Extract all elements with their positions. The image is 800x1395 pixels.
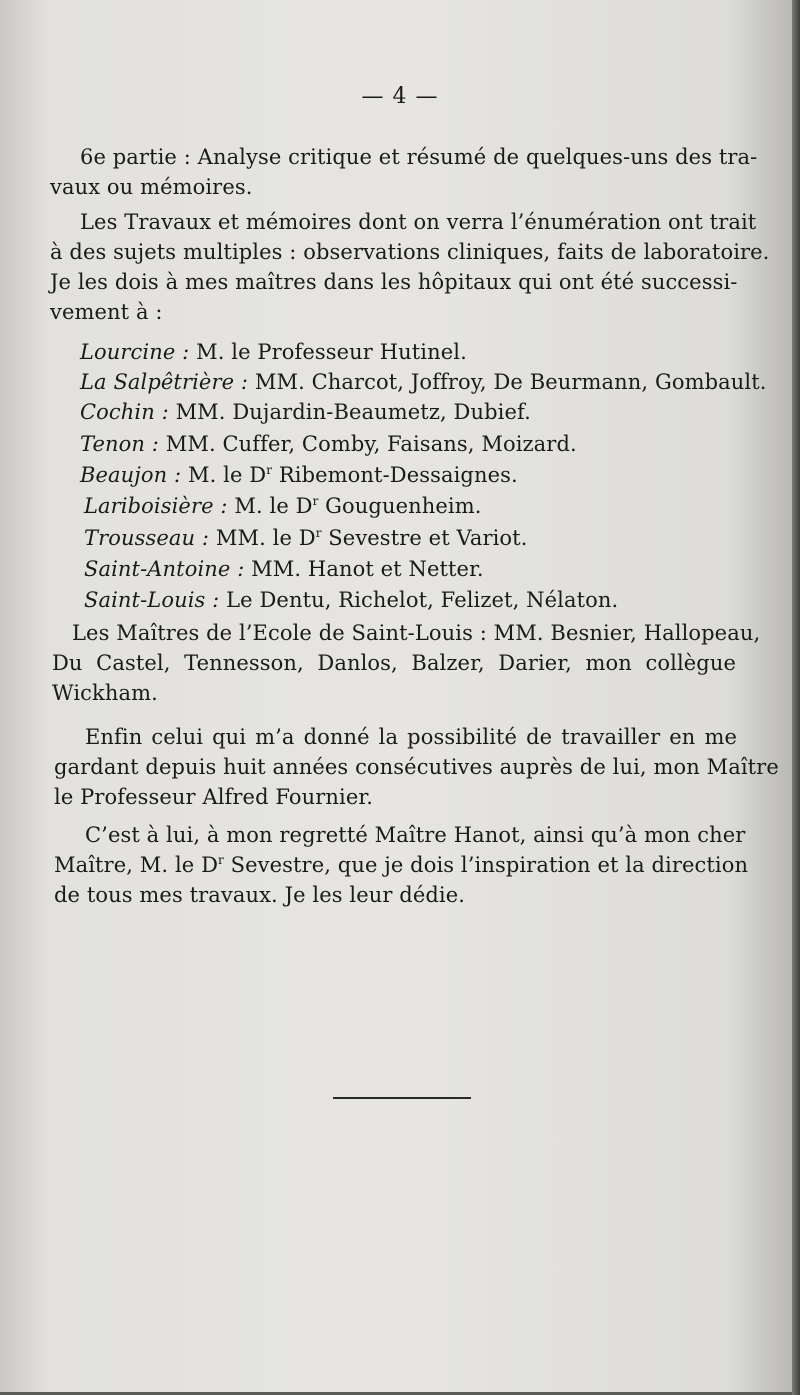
hospital-entry [84, 526, 527, 550]
hospital-name: Cochin : [80, 400, 176, 424]
hospital-masters-prefix: M. le D [234, 494, 313, 518]
paragraph-5-line-2-end: Sevestre, que je dois l’inspiration et la direction [223, 853, 749, 877]
hospital-masters: MM. Cuffer, Comby, Faisans, Moizard. [165, 432, 577, 456]
hospital-masters: Gouguenheim. [318, 494, 482, 518]
hospital-masters-prefix: MM. le D [215, 526, 316, 550]
hospital-name: La Salpêtrière : [80, 370, 255, 394]
hospital-entry [84, 557, 484, 581]
hospital-entry [80, 432, 577, 456]
hospital-entry [84, 588, 618, 612]
hospital-name: Saint-Antoine : [84, 557, 252, 581]
paragraph-3-line-3: Wickham. [52, 681, 158, 705]
hospital-masters: M. le Professeur Hutinel. [196, 340, 467, 364]
closing-rule [333, 1097, 471, 1099]
hospital-name: Saint-Louis : [84, 588, 227, 612]
paragraph-1-line-1: 6e partie : Analyse critique et résumé de quelques-uns des tra- [80, 145, 758, 169]
doctor-superscript: r [218, 853, 224, 867]
hospital-masters: Ribemont-Dessaignes. [272, 463, 518, 487]
hospital-name: Tenon : [80, 432, 166, 456]
hospital-masters: MM. Hanot et Netter. [251, 557, 484, 581]
hospital-name: Beaujon : [80, 463, 189, 487]
paragraph-4-line-1: Enfin celui qui m’a donné la possibilité de travailler en me [85, 725, 737, 749]
paragraph-5-line-3: de tous mes travaux. Je les leur dédie. [54, 883, 466, 907]
hospital-masters: MM. Charcot, Joffroy, De Beurmann, Gombault. [254, 370, 767, 394]
hospital-masters-prefix: M. le D [188, 463, 267, 487]
hospital-entry [80, 463, 518, 487]
paragraph-3-line-1: Les Maîtres de l’Ecole de Saint-Louis : MM. Besnier, Hallopeau, [72, 621, 761, 645]
paragraph-5-line-1: C’est à lui, à mon regretté Maître Hanot, ainsi qu’à mon cher [85, 823, 746, 847]
hospital-entry [80, 340, 467, 364]
hospital-name: Lariboisière : [84, 494, 235, 518]
page-edge-shadow [792, 0, 800, 1395]
hospital-entry [84, 494, 482, 518]
paragraph-2-line-3: Je les dois à mes maîtres dans les hôpitaux qui ont été successi- [50, 270, 738, 294]
paragraph-2-line-2: à des sujets multiples : observations cliniques, faits de laboratoire. [50, 240, 770, 264]
page-number: — 4 — [361, 84, 439, 109]
paragraph-5-line-2 [54, 853, 749, 877]
paragraph-1-line-2: vaux ou mémoires. [50, 175, 253, 199]
doctor-superscript: r [266, 463, 273, 477]
paragraph-4-line-3: le Professeur Alfred Fournier. [54, 785, 373, 809]
hospital-name: Lourcine : [80, 340, 197, 364]
doctor-superscript: r [315, 526, 322, 540]
hospital-name: Trousseau : [84, 526, 216, 550]
hospital-entry [80, 370, 767, 394]
hospital-masters: Le Dentu, Richelot, Felizet, Nélaton. [226, 588, 619, 612]
paragraph-4-line-2: gardant depuis huit années consécutives auprès de lui, mon Maître [54, 755, 779, 779]
hospital-masters: Sevestre et Variot. [321, 526, 528, 550]
paragraph-3-line-2: Du Castel, Tennesson, Danlos, Balzer, Darier, mon collègue [52, 651, 736, 675]
doctor-superscript: r [312, 494, 319, 508]
paragraph-5-line-2-start: Maître, M. le D [54, 853, 219, 877]
hospital-masters: MM. Dujardin-Beaumetz, Dubief. [175, 400, 531, 424]
hospital-entry [80, 400, 531, 424]
paragraph-2-line-1: Les Travaux et mémoires dont on verra l’énumération ont trait [80, 210, 757, 234]
paragraph-2-line-4: vement à : [50, 300, 163, 324]
